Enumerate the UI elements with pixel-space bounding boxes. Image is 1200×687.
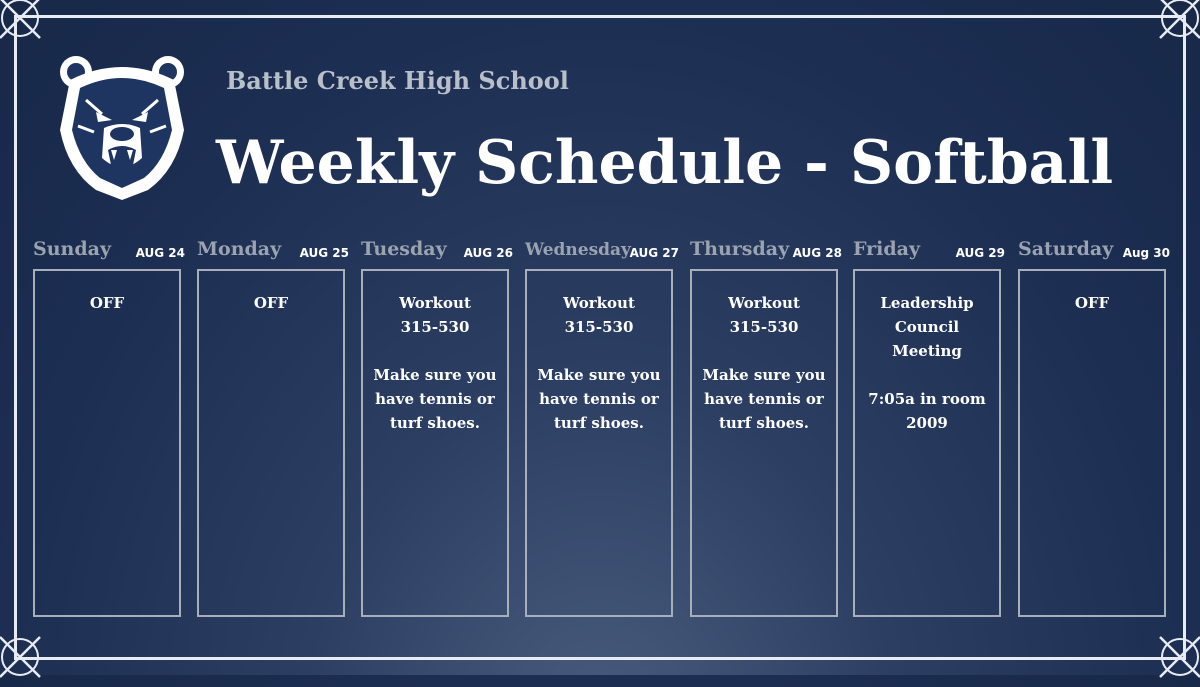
day-content: Workout 315-530 Make sure you have tennis or turf shoes. [537,294,661,432]
day-box [33,269,181,617]
day-name: Saturday [1018,238,1114,260]
day-box [1018,269,1166,617]
day-name: Friday [853,238,921,260]
day-date: AUG 27 [629,246,679,260]
day-box [690,269,838,617]
day-date: AUG 28 [792,246,842,260]
day-date: AUG 24 [135,246,185,260]
corner-ornament-top-left [0,0,50,48]
day-content: OFF [253,294,289,312]
day-box [853,269,1001,617]
frame-top-line [14,15,1186,18]
day-box [525,269,673,617]
day-name: Thursday [690,238,790,260]
frame-left-line [14,15,17,660]
day-content: Workout 315-530 Make sure you have tennis or turf shoes. [702,294,826,432]
day-name: Sunday [33,238,111,260]
day-content: Workout 315-530 Make sure you have tennis or turf shoes. [373,294,497,432]
corner-ornament-bottom-left [0,627,50,687]
day-box [197,269,345,617]
day-date: AUG 29 [955,246,1005,260]
day-date: Aug 30 [1122,246,1170,260]
day-box [361,269,509,617]
school-name: Battle Creek High School [226,66,569,95]
day-content: OFF [89,294,125,312]
day-date: AUG 26 [463,246,513,260]
corner-ornament-top-right [1150,0,1200,48]
day-date: AUG 25 [299,246,349,260]
day-name: Tuesday [361,238,447,260]
day-name: Wednesday [525,240,631,260]
frame-right-line [1183,15,1186,660]
bear-head-icon [56,50,188,200]
corner-ornament-bottom-right [1150,627,1200,687]
frame-bottom-line [14,657,1186,660]
page-title: Weekly Schedule - Softball [216,128,1114,198]
day-content: Leadership Council Meeting 7:05a in room 2009 [868,294,986,432]
day-name: Monday [197,238,282,260]
day-content: OFF [1074,294,1110,312]
